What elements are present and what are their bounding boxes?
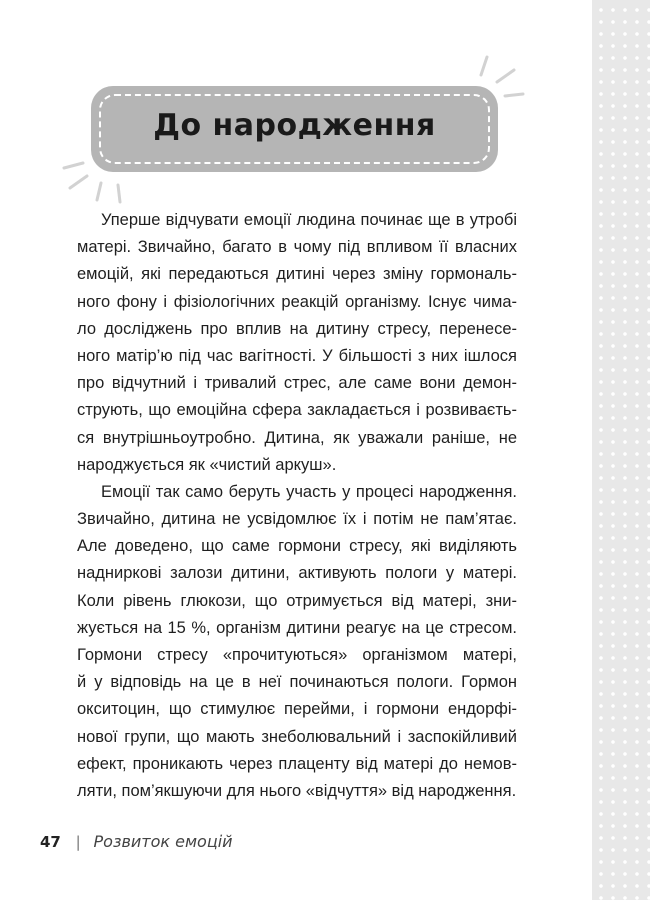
text-line: ного фону і фізіологічних реакцій організму. Існує чима-: [77, 292, 517, 311]
text-line: ло досліджень про вплив на дитину стресу, перенесе-: [77, 319, 517, 338]
page-footer: [40, 832, 233, 851]
text-line: матері. Звичайно, багато в чому під впливом її власних: [77, 238, 517, 257]
text-line: й у відповідь на це в неї починаються пологи. Гормон: [77, 673, 517, 692]
text-line: Уперше відчувати емоції людина починає ще в утробі: [101, 211, 517, 229]
page-number: 47: [40, 833, 61, 851]
text-line: Гормони стресу «прочитуються» організмом матері,: [77, 646, 517, 664]
text-line: про відчутний і тривалий стрес, але саме вони демон-: [77, 374, 517, 393]
text-line: ся внутрішньоутробно. Дитина, як уважали раніше, не: [77, 428, 517, 447]
text-line: Емоції так само беруть участь у процесі народження.: [101, 482, 517, 501]
text-line: ляти, пом’якшуючи для нього «відчуття» від народження.: [77, 781, 517, 800]
title-banner: [91, 86, 498, 172]
text-line: Але доведено, що саме гормони стресу, які виділяють: [77, 537, 517, 556]
text-line: Звичайно, дитина не усвідомлює їх і потім не пам’ятає.: [77, 510, 517, 529]
text-line: Коли рівень глюкози, що отримується від матері, зни-: [77, 591, 517, 610]
paragraph-2: [77, 479, 517, 805]
page-title: До народження: [153, 108, 436, 143]
text-line: надниркові залози дитини, активують пологи у матері.: [77, 564, 517, 583]
section-title: Розвиток емоцій: [93, 832, 233, 851]
text-line: емоцій, які передаються дитині через зміну гормональ-: [77, 265, 517, 284]
text-line: струють, що емоційна сфера закладається і розвиваєть-: [77, 401, 517, 420]
text-line: нової групи, що мають знеболювальний і заспокійливий: [77, 727, 517, 746]
body-text: [77, 207, 517, 805]
text-line: ефект, проникають через плаценту від матері до немов-: [77, 754, 517, 773]
footer-separator: |: [75, 833, 81, 851]
text-line: жується на 15 %, організм дитини реагує на це стресом.: [77, 618, 517, 637]
text-line: ного матір’ю під час вагітності. У більшості з них ішлося: [77, 346, 517, 365]
dotted-side-strip: [592, 0, 650, 900]
paragraph-1: [77, 207, 517, 479]
text-line: окситоцин, що стимулює перейми, і гормони ендорфі-: [77, 700, 517, 719]
text-line: народжується як «чистий аркуш».: [77, 455, 337, 474]
